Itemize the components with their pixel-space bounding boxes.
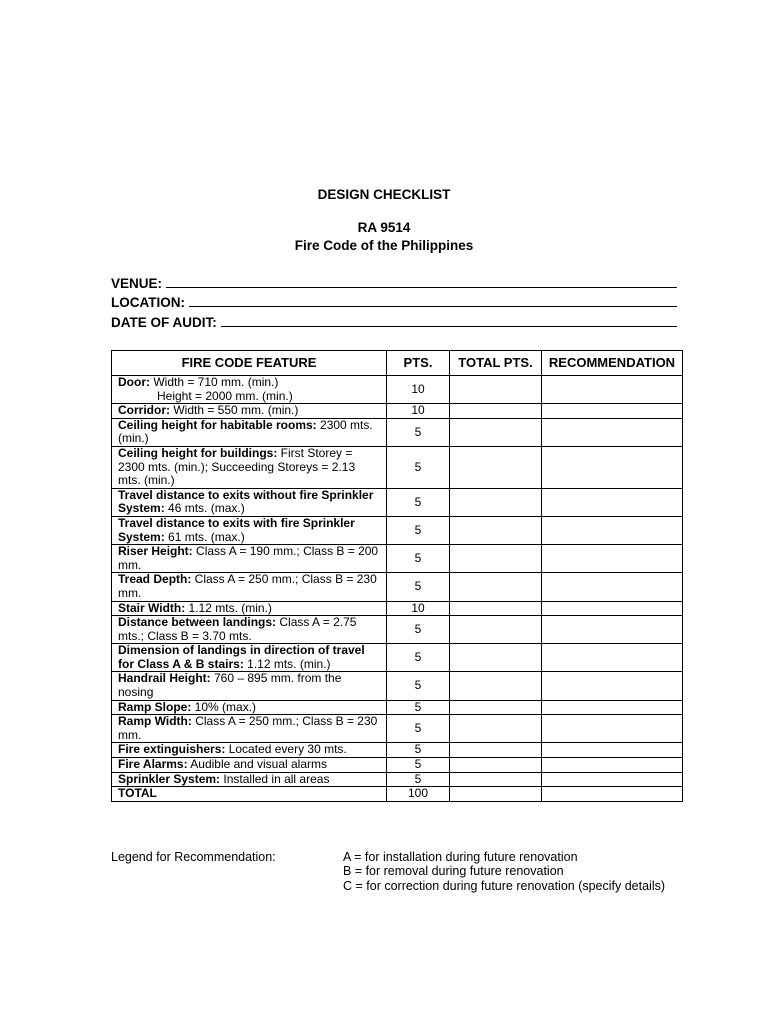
recommendation-cell[interactable] [542, 601, 683, 616]
feature-requirement: Width = 710 mm. (min.) [150, 375, 279, 389]
location-blank-line[interactable] [189, 293, 677, 307]
document-subtitle: Fire Code of the Philippines [294, 238, 474, 253]
date-of-audit-field[interactable] [111, 313, 677, 330]
feature-cell [112, 616, 387, 644]
table-row [112, 376, 683, 404]
total-pts-cell[interactable] [450, 772, 542, 787]
feature-name: Handrail Height: [118, 671, 211, 686]
feature-name: Tread Depth: [118, 572, 192, 587]
feature-cell [112, 516, 387, 544]
feature-cell [112, 404, 387, 419]
total-pts-cell[interactable] [450, 601, 542, 616]
feature-name: Fire Alarms: [118, 757, 188, 772]
feature-name: Ramp Slope: [118, 699, 192, 714]
feature-cell [112, 601, 387, 616]
recommendation-cell[interactable] [542, 772, 683, 787]
total-pts-cell[interactable] [450, 404, 542, 419]
total-total-pts-cell[interactable] [450, 787, 542, 802]
date-of-audit-label: DATE OF AUDIT: [111, 315, 217, 330]
feature-requirement: 46 mts. (max.) [164, 501, 245, 516]
feature-cell [112, 545, 387, 573]
recommendation-cell[interactable] [542, 672, 683, 700]
recommendation-cell[interactable] [542, 715, 683, 743]
total-pts-cell[interactable] [450, 573, 542, 601]
pts-cell: 5 [387, 616, 450, 644]
recommendation-cell[interactable] [542, 758, 683, 773]
feature-name: Door: [118, 375, 150, 389]
feature-requirement: Width = 550 mm. (min.) [170, 403, 299, 418]
recommendation-cell[interactable] [542, 418, 683, 446]
legend-item-b: B = for removal during future renovation [343, 864, 564, 879]
total-pts-cell[interactable] [450, 545, 542, 573]
feature-name: Corridor: [118, 403, 170, 418]
pts-cell: 5 [387, 700, 450, 715]
feature-cell [112, 758, 387, 773]
venue-field[interactable] [111, 274, 677, 291]
feature-requirement: Installed in all areas [220, 771, 330, 786]
table-row [112, 573, 683, 601]
table-row [112, 404, 683, 419]
feature-cell [112, 446, 387, 488]
legend-label: Legend for Recommendation: [111, 850, 276, 864]
pts-cell: 5 [387, 672, 450, 700]
total-pts-cell[interactable] [450, 616, 542, 644]
recommendation-cell[interactable] [542, 376, 683, 404]
feature-cell [112, 644, 387, 672]
pts-cell: 5 [387, 446, 450, 488]
pts-cell: 5 [387, 644, 450, 672]
total-row [112, 787, 683, 802]
recommendation-cell[interactable] [542, 488, 683, 516]
feature-requirement: 61 mts. (max.) [164, 529, 245, 544]
feature-name: Ramp Width: [118, 714, 192, 729]
table-row [112, 758, 683, 773]
recommendation-cell[interactable] [542, 446, 683, 488]
pts-cell: 5 [387, 573, 450, 601]
feature-cell [112, 772, 387, 787]
recommendation-cell[interactable] [542, 743, 683, 758]
pts-cell: 5 [387, 743, 450, 758]
date-of-audit-blank-line[interactable] [221, 313, 677, 327]
legend-item-c: C = for correction during future renovation (specify details) [343, 878, 666, 893]
feature-requirement: 1.12 mts. (min.) [185, 600, 272, 615]
feature-requirement: 10% (max.) [191, 699, 257, 714]
recommendation-cell[interactable] [542, 545, 683, 573]
feature-requirement: Located every 30 mts. [225, 742, 347, 757]
table-row [112, 418, 683, 446]
feature-name: Ceiling height for habitable rooms: [118, 417, 317, 432]
total-recommendation-cell[interactable] [542, 787, 683, 802]
checklist-table [111, 350, 683, 802]
feature-requirement: Class A = 190 mm.; Class B = 200 mm. [118, 544, 379, 572]
feature-cell [112, 376, 387, 404]
total-pts-cell[interactable] [450, 376, 542, 404]
feature-cell [112, 672, 387, 700]
table-row [112, 644, 683, 672]
feature-cell [112, 715, 387, 743]
table-row [112, 700, 683, 715]
table-row [112, 446, 683, 488]
feature-requirement: 760 – 895 mm. from the nosing [118, 671, 342, 700]
pts-cell: 5 [387, 488, 450, 516]
feature-name: Distance between landings: [118, 615, 277, 630]
pts-cell: 10 [387, 404, 450, 419]
table-row [112, 672, 683, 700]
document-title: DESIGN CHECKLIST [317, 187, 451, 202]
feature-requirement: Class A = 250 mm.; Class B = 230 mm. [118, 714, 378, 742]
total-pts-value: 100 [387, 787, 450, 802]
feature-requirement: First Storey = 2300 mts. (min.); Succeeding Storeys = 2.13 mts. (min.) [118, 445, 356, 488]
feature-name: Dimension of landings in direction of travel for Class A & B stairs: [118, 643, 365, 671]
pts-cell: 5 [387, 715, 450, 743]
feature-requirement: 2300 mts. (min.) [118, 417, 373, 446]
header-fire-code-feature: FIRE CODE FEATURE [112, 351, 387, 376]
total-pts-cell[interactable] [450, 488, 542, 516]
feature-requirement: 1.12 mts. (min.) [243, 656, 331, 671]
total-pts-cell[interactable] [450, 418, 542, 446]
feature-requirement: Class A = 2.75 mts.; Class B = 3.70 mts. [118, 615, 357, 643]
feature-name: Fire extinguishers: [118, 742, 226, 757]
legend-item-a: A = for installation during future renovation [343, 850, 578, 864]
feature-cell [112, 573, 387, 601]
total-pts-cell[interactable] [450, 715, 542, 743]
header-total-pts: TOTAL PTS. [450, 351, 542, 376]
table-header-row [112, 351, 683, 376]
pts-cell: 10 [387, 601, 450, 616]
header-recommendation: RECOMMENDATION [542, 351, 683, 376]
total-pts-cell[interactable] [450, 743, 542, 758]
feature-cell [112, 488, 387, 516]
total-pts-cell[interactable] [450, 700, 542, 715]
pts-cell: 5 [387, 772, 450, 787]
feature-name: Travel distance to exits with fire Sprinkler System: [118, 515, 355, 544]
location-label: LOCATION: [111, 295, 185, 310]
pts-cell: 5 [387, 418, 450, 446]
table-row [112, 516, 683, 544]
table-row [112, 743, 683, 758]
total-pts-cell[interactable] [450, 758, 542, 773]
pts-cell: 10 [387, 376, 450, 404]
total-label: TOTAL [112, 787, 387, 802]
table-row [112, 601, 683, 616]
recommendation-cell[interactable] [542, 573, 683, 601]
table-row [112, 715, 683, 743]
table-row [112, 545, 683, 573]
header-pts: PTS. [387, 351, 450, 376]
total-pts-cell[interactable] [450, 516, 542, 544]
table-row [112, 772, 683, 787]
total-pts-cell[interactable] [450, 446, 542, 488]
feature-name: Stair Width: [118, 600, 186, 615]
recommendation-cell[interactable] [542, 404, 683, 419]
pts-cell: 5 [387, 516, 450, 544]
feature-cell [112, 743, 387, 758]
venue-blank-line[interactable] [166, 274, 677, 288]
total-pts-cell[interactable] [450, 672, 542, 700]
recommendation-cell[interactable] [542, 616, 683, 644]
table-row [112, 616, 683, 644]
feature-requirement: Class A = 250 mm.; Class B = 230 mm. [118, 572, 377, 600]
location-field[interactable] [111, 293, 677, 310]
table-row [112, 488, 683, 516]
pts-cell: 5 [387, 758, 450, 773]
recommendation-cell[interactable] [542, 516, 683, 544]
legend-items [343, 850, 665, 893]
feature-name: Riser Height: [118, 544, 193, 559]
feature-requirement: Audible and visual alarms [187, 757, 328, 772]
total-pts-cell[interactable] [450, 644, 542, 672]
feature-cell [112, 700, 387, 715]
recommendation-cell[interactable] [542, 644, 683, 672]
feature-requirement-2: Height = 2000 mm. (min.) [157, 388, 293, 403]
venue-label: VENUE: [111, 276, 163, 291]
feature-name: Sprinkler System: [118, 771, 221, 786]
feature-cell [112, 418, 387, 446]
recommendation-cell[interactable] [542, 700, 683, 715]
law-number: RA 9514 [357, 220, 411, 235]
feature-name: Travel distance to exits without fire Sprinkler System: [118, 487, 374, 516]
feature-name: Ceiling height for buildings: [118, 445, 278, 460]
pts-cell: 5 [387, 545, 450, 573]
